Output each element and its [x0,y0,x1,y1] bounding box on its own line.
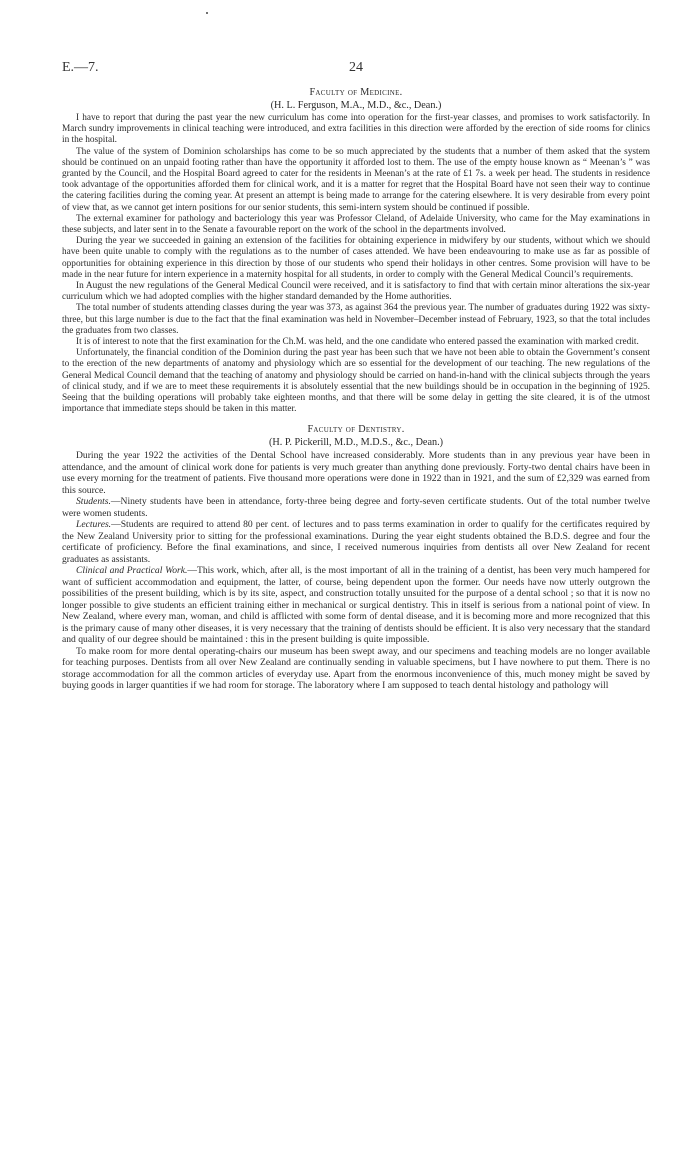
section-faculty-of-medicine [62,86,650,415]
paragraph: In August the new regulations of the General Medical Council were received, and it is satisfactory to find that with certain minor alterations the six-year curriculum which we had adopted complies with the higher standard demanded by the Home authorities. [62,281,650,303]
report-reference: E.—7. [62,60,99,75]
paragraph: The value of the system of Dominion scholarships has come to be so much appreciated by the students that a number of them asked that the system should be continued on an unpaid footing rather than have the opportunity it afforded lost to them. The use of the empty house known as “ Meenan’s ” was granted by the Council, and the Hospital Board agreed to cater for the residents in Meenan’s at the rate of £1 7s. a week per head. The students in residence took advantage of the opportunities afforded them for clinical work, and it is a matter for regret that the Hospital Board have not seen their way to continue the catering facilities during the coming year. At present an attempt is being made to arrange for the catering elsewhere. It is very desirable from every point of view that, as we cannot get intern positions for our senior students, this semi-intern system should be continued if possible. [62,146,650,213]
paragraph: During the year 1922 the activities of the Dental School have increased considerably. More students than in any previous year have been in attendance, and the amount of clinical work done for patients is very much greater than anything done previously. Forty-two dental chairs have been in use every morning for the treatment of patients. Five thousand more operations were done in 1922 than in 1921, and the sum of £2,329 was earned from this source. [62,450,650,496]
paragraph: It is of interest to note that the first examination for the Ch.M. was held, and the one candidate who entered passed the examination with marked credit. [76,337,639,348]
section-title-medicine [62,86,650,99]
paragraph: To make room for more dental operating-chairs our museum has been swept away, and our specimens and teaching models are no longer available for teaching purposes. Dentists from all over New Zealand are continually sending in valuable specimens, but I have nowhere to put them. There is no storage accommodation for all the common articles of everyday use. Apart from the enormous inconvenience of this, much money might be saved by buying goods in larger quantities if we had room for storage. The laboratory where I am supposed to teach dental histology and pathology will [62,645,650,692]
page-header [62,58,650,78]
document-page [62,58,650,692]
section-title-dentistry-text: Faculty of Dentistry. [307,424,405,436]
paragraph-clinical-work [62,565,650,646]
paragraph-text: —This work, which, after all, is the most important of all in the training of a dentist, has been very much hampered for want of sufficient accommodation and equipment, the latter, of course, being dependent upon the former. Our needs have now utterly outgrown the possibilities of the present building, which is by its site, aspect, and construction totally unsuited for the purpose of a dental school ; so that it is now no longer possible to give students an efficient training either in mechanical or surgical dentistry. This in itself is serious from a national point of view. In New Zealand, where every man, woman, and child is afflicted with some form of dental disease, and it is becoming more and more recognized that this is the primary cause of many other diseases, it is very necessary that the training of dentists should be efficient. It is also very necessary that the standard and quality of our degree should be maintained : this in the present building is quite impossible. [62,565,650,646]
paragraph-lead: Students. [76,496,111,508]
section-dean-dentistry: (H. P. Pickerill, M.D., M.D.S., &c., Dean.) [268,437,444,449]
section-title-dentistry [62,423,650,436]
paragraph: During the year we succeeded in gaining an extension of the facilities for obtaining experience in midwifery by our students, without which we should have been quite unable to comply with the regulations as to the number of cases attended. We have been endeavouring to make use as far as possible of opportunities for obtaining experience in this direction by those of our students who spend their holidays in other centres. Some provision will have to be made in the near future for intern experience in a maternity hospital for all students, in order to comply with the General Medical Council’s requirements. [62,236,650,280]
paragraph-lead: Lectures. [76,519,112,531]
section-title-medicine-text: Faculty of Medicine. [309,87,403,98]
paragraph-lectures [62,519,650,565]
paragraph-text: —Students are required to attend 80 per cent. of lectures and to pass terms examination in order to qualify for the certificates required by the New Zealand University prior to sitting for the professional examinations. During the year eight students obtained the B.D.S. degree and four the certificate of proficiency. Before the final examinations, and since, I received numerous inquiries from dentists all over New Zealand for recent graduates as assistants. [62,519,650,565]
section-faculty-of-dentistry [62,423,650,692]
paragraph-text: —Ninety students have been in attendance, forty-three being degree and forty-seven certificate students. Out of the total number twelve were women students. [62,496,650,519]
paragraph-students [62,496,650,519]
paragraph: The external examiner for pathology and bacteriology this year was Professor Cleland, of Adelaide University, who came for the May examinations in these subjects, and later sent in to the Senate a favourable report on the work of the school in the departments involved. [62,213,650,236]
scan-speck [206,12,208,14]
paragraph-lead: Clinical and Practical Work. [76,565,188,577]
paragraph: The total number of students attending classes during the year was 373, as against 364 the previous year. The number of graduates during 1922 was sixty-three, but this large number is due to the fact that the final examination was held in November–December instead of February, 1923, so that the total includes the graduates from two classes. [62,303,650,336]
paragraph: I have to report that during the past year the new curriculum has come into operation for the first-year classes, and promises to work satisfactorily. In March sundry improvements in clinical teaching were introduced, and extra facilities in this direction were afforded by the erection of side rooms for clinics in the hospital. [62,113,650,146]
page-number: 24 [349,60,363,75]
section-dean-medicine: (H. L. Ferguson, M.A., M.D., &c., Dean.) [270,100,442,111]
paragraph: Unfortunately, the financial condition of the Dominion during the past year has been such that we have not been able to obtain the Government’s consent to the erection of the new departments of anatomy and physiology which are so essential for the development of our teaching. The new regulations of the General Medical Council demand that the teaching of anatomy and physiology should be carried on hand-in-hand with the clinical subjects through the years of clinical study, and if we are to meet these requirements it is absolutely essential that the new buildings should be in occupation in the beginning of 1925. Seeing that the building operations will probably take eighteen months, and that there will be some delay in getting the site cleared, it is of the utmost importance that immediate steps should be taken in this matter. [62,348,650,415]
